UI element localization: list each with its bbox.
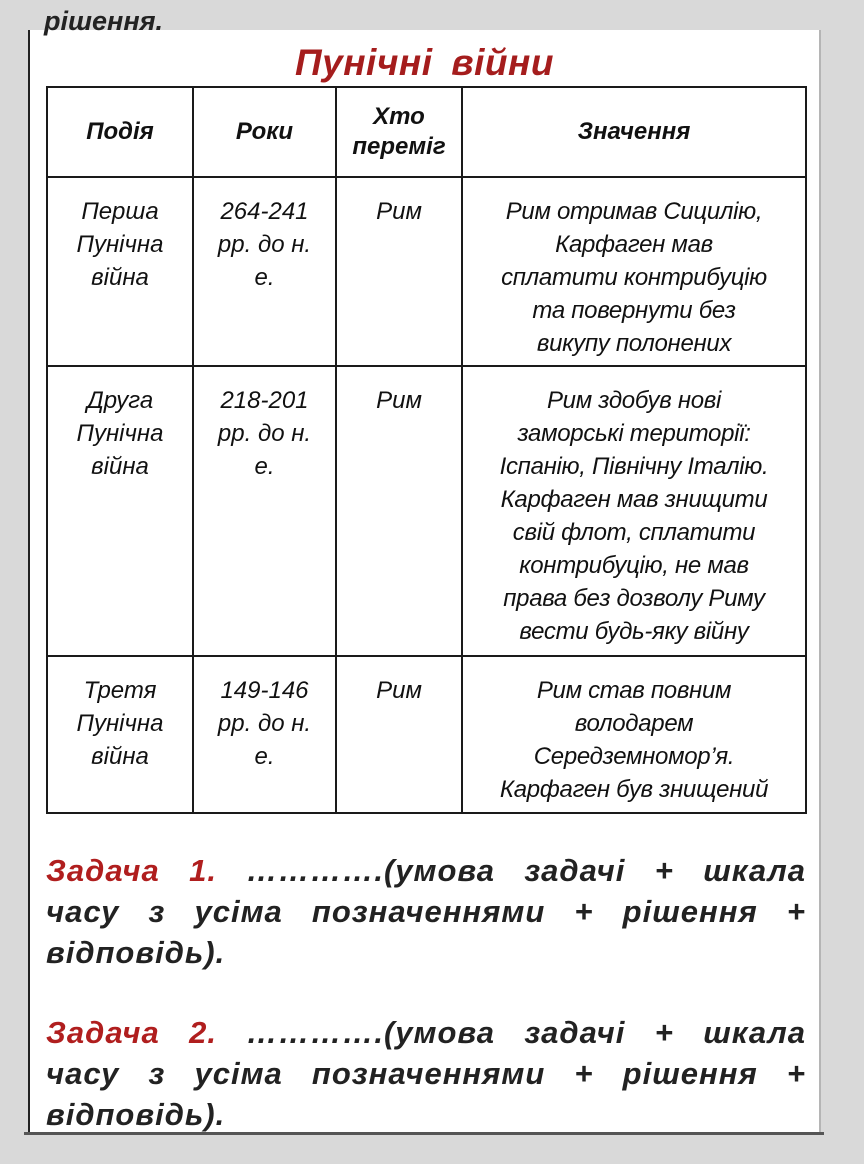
cell-event: Перша Пунічна війна bbox=[47, 177, 193, 366]
cell-years: 218-201 рр. до н. е. bbox=[193, 366, 336, 656]
task-2-paragraph bbox=[46, 1012, 806, 1135]
cell-meaning: Рим отримав Сицилію, Карфаген мав сплатити контрибуцію та повернути без викупу полонених bbox=[462, 177, 806, 366]
task-1-text: ………….(умова задачі + шкала часу з усіма позначеннями + рішення + відповідь). bbox=[46, 853, 806, 970]
cell-winner: Рим bbox=[336, 177, 462, 366]
cell-event: Друга Пунічна війна bbox=[47, 366, 193, 656]
task-2-text: ………….(умова задачі + шкала часу з усіма позначеннями + рішення + відповідь). bbox=[46, 1015, 806, 1132]
task-1-label: Задача 1. bbox=[46, 853, 217, 888]
task-2-label: Задача 2. bbox=[46, 1015, 217, 1050]
header-winner: Хто переміг bbox=[336, 87, 462, 177]
cell-event: Третя Пунічна війна bbox=[47, 656, 193, 813]
page-title: Пунічні війни bbox=[295, 42, 554, 83]
cell-years: 149-146 рр. до н. е. bbox=[193, 656, 336, 813]
table-row bbox=[47, 177, 806, 366]
header-meaning: Значення bbox=[462, 87, 806, 177]
header-event: Подія bbox=[47, 87, 193, 177]
cell-winner: Рим bbox=[336, 656, 462, 813]
punic-wars-table bbox=[46, 86, 807, 814]
page-bottom-edge bbox=[24, 1132, 824, 1135]
document-page bbox=[28, 6, 821, 1134]
task-1-paragraph bbox=[46, 850, 806, 973]
table-header-row bbox=[47, 87, 806, 177]
header-years: Роки bbox=[193, 87, 336, 177]
table-row bbox=[47, 656, 806, 813]
cell-winner: Рим bbox=[336, 366, 462, 656]
cell-years: 264-241 рр. до н. е. bbox=[193, 177, 336, 366]
table-row bbox=[47, 366, 806, 656]
cell-meaning: Рим став повним володарем Середземномор’я. Карфаген був знищений bbox=[462, 656, 806, 813]
cell-meaning: Рим здобув нові заморські території: Іспанію, Північну Італію. Карфаген мав знищити свій флот, сплатити контрибуцію, не мав права без дозволу Риму вести будь-яку війну bbox=[462, 366, 806, 656]
cut-off-text: рішення. bbox=[44, 6, 164, 36]
